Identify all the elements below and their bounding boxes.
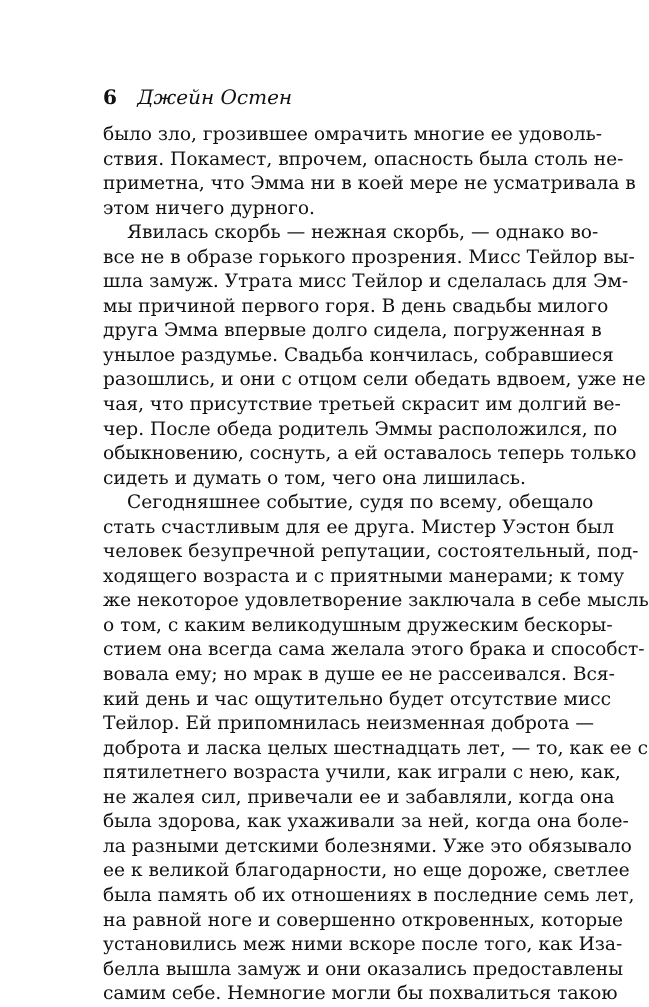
text-line: была память об их отношениях в последние семь лет, [103,884,635,906]
page-number: 6 [103,85,117,109]
text-line: ходящего возраста и с приятными манерами; к тому [103,565,625,587]
text-line: ла разными детскими болезнями. Уже это обязывало [103,835,632,857]
text-line: о том, с каким великодушным дружеским бескоры- [103,614,613,636]
text-line: было зло, грозившее омрачить многие ее удоволь- [103,124,603,145]
text-line: мы причиной первого горя. В день свадьбы милого [103,295,609,317]
text-line: вовала ему; но мрак в душе ее не рассеивался. Вся- [103,664,615,686]
text-line: кий день и час ощутительно будет отсутствие мисс [103,688,612,710]
text-line: ствия. Покамест, впрочем, опасность была столь не- [103,148,624,170]
text-line: Тейлор. Ей припомнилась неизменная доброта — [103,713,594,735]
text-line: была здорова, как ухаживали за ней, когда она боле- [103,811,629,833]
text-line: Сегодняшнее событие, судя по всему, обещало [127,492,594,514]
text-line: этом ничего дурного. [103,197,315,219]
body-text [103,123,649,1007]
text-line: унылое раздумье. Свадьба кончилась, собравшиеся [103,344,614,366]
text-line: белла вышла замуж и они оказались предоставлены [103,958,623,980]
text-line: доброта и ласка целых шестнадцать лет, — то, как ее с [103,737,648,759]
text-line: же некоторое удовлетворение заключала в себе мысль [103,590,649,612]
text-line: человек безупречной репутации, состоятельный, под- [103,541,639,563]
text-line: чер. После обеда родитель Эммы расположился, по [103,418,618,440]
text-line: друга Эмма впервые долго сидела, погруженная в [103,320,602,342]
text-line: все не в образе горького прозрения. Мисс Тейлор вы- [103,246,635,268]
text-line: обыкновению, соснуть, а ей оставалось теперь только [103,443,637,465]
text-line: стием она всегда сама желала этого брака и способст- [103,639,645,661]
text-line: пятилетнего возраста учили, как играли с нею, как, [103,762,621,784]
text-line: разошлись, и они с отцом сели обедать вдвоем, уже не [103,369,646,391]
running-head [103,84,558,110]
text-line: Явилась скорбь — нежная скорбь, — однако во- [127,222,599,244]
text-line: на равной ноге и совершенно откровенных, которые [103,909,624,931]
running-title: Джейн Остен [137,85,293,109]
text-line: установились меж ними вскоре после того, как Иза- [103,934,623,956]
text-line: шла замуж. Утрата мисс Тейлор и сделалась для Эм- [103,271,629,293]
text-line: ее к великой благодарности, но еще дороже, светлее [103,860,630,882]
text-line: чая, что присутствие третьей скрасит им долгий ве- [103,394,621,416]
text-line: стать счастливым для ее друга. Мистер Уэстон был [103,516,615,538]
text-line: сидеть и думать о том, чего она лишилась. [103,467,526,489]
text-line: не жалея сил, привечали ее и забавляли, когда она [103,786,615,808]
text-line: самим себе. Немногие могли бы похвалиться такою [103,983,618,1005]
text-line: приметна, что Эмма ни в коей мере не усматривала в [103,173,636,195]
